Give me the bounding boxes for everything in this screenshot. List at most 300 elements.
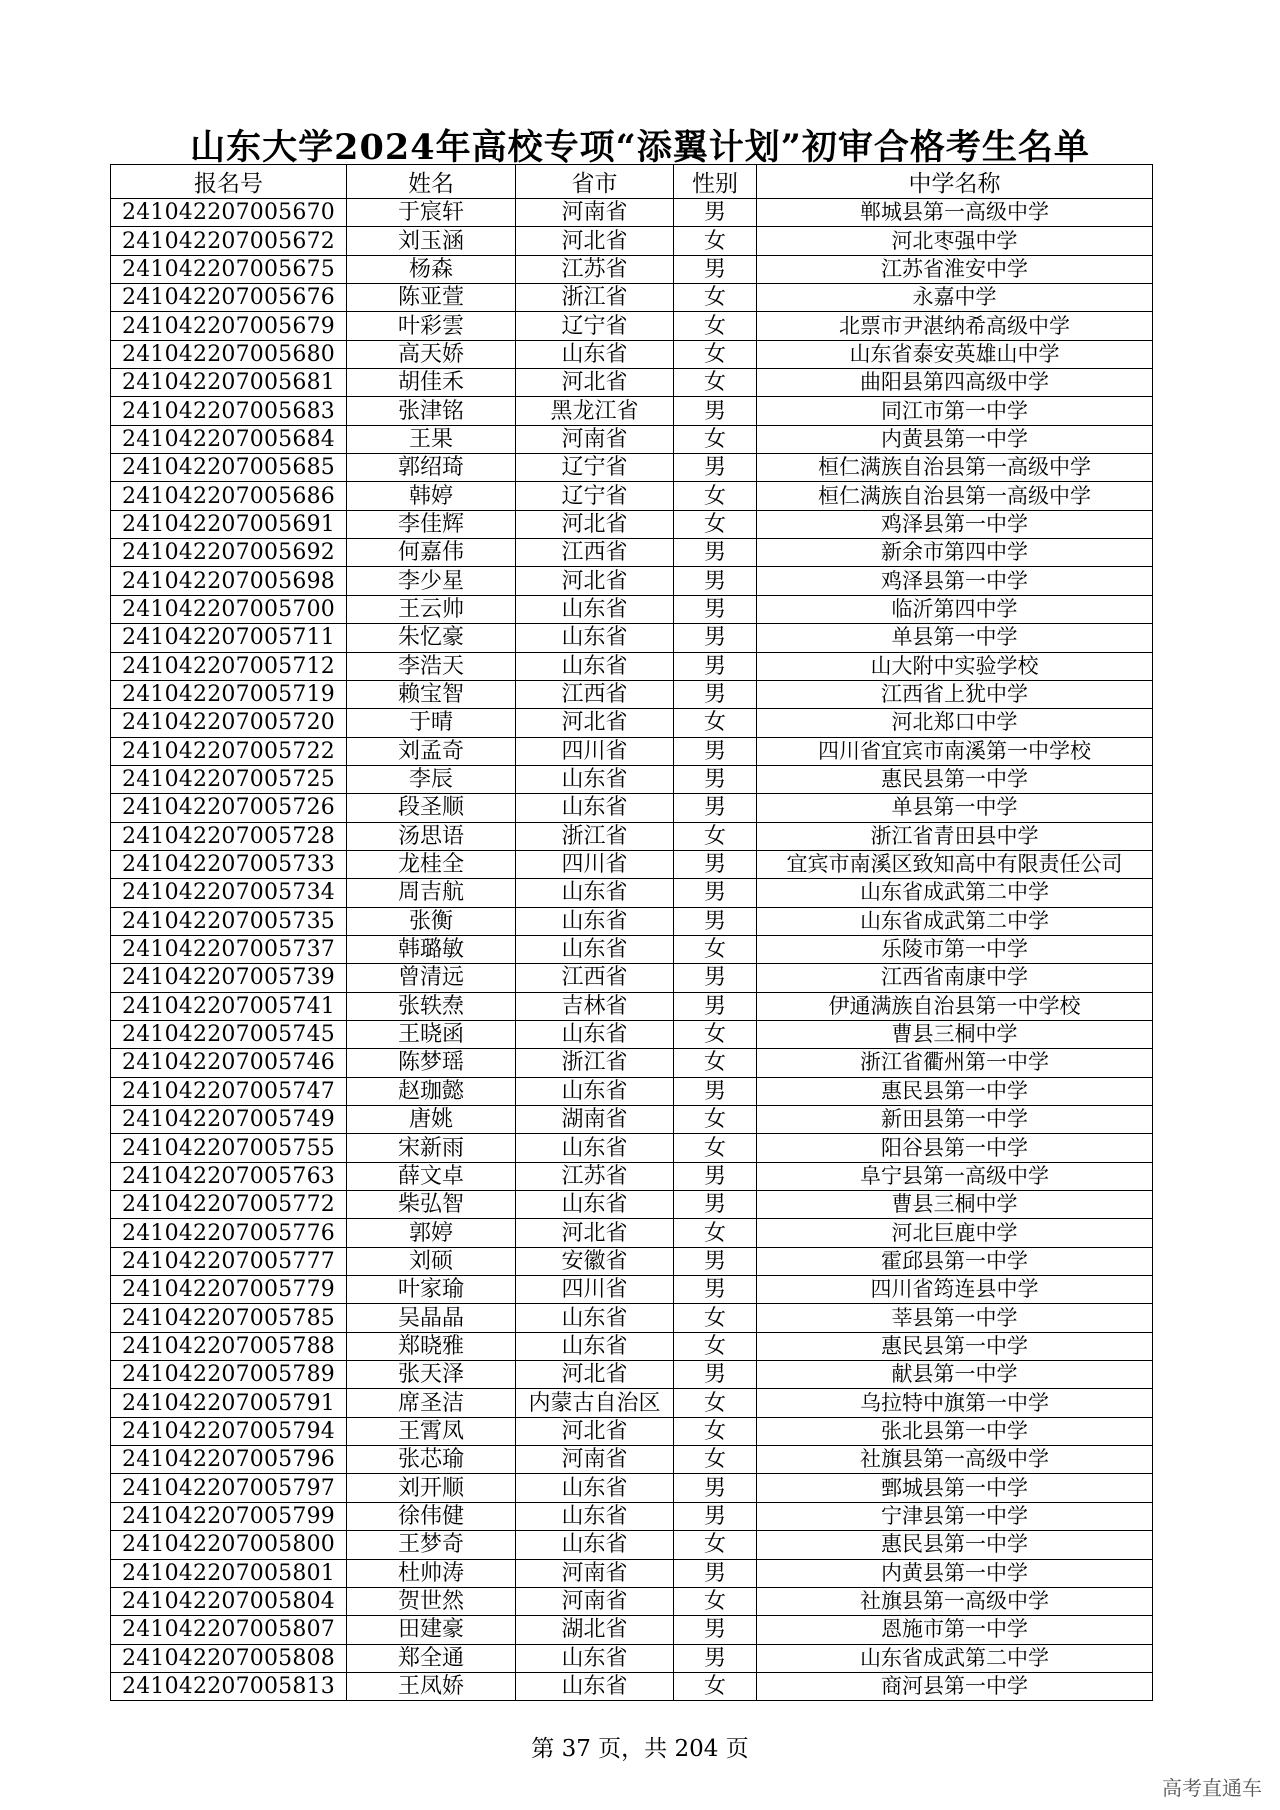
gender-cell: 男 [674,850,757,878]
header-school: 中学名称 [757,165,1153,199]
gender-cell: 男 [674,1644,757,1672]
table-row [111,397,1153,425]
table-row [111,1672,1153,1700]
header-gender: 性别 [674,165,757,199]
school-cell: 山东省成武第二中学 [757,879,1153,907]
province-cell: 山东省 [516,1020,674,1048]
gender-cell: 男 [674,879,757,907]
school-cell: 新田县第一中学 [757,1106,1153,1134]
name-cell: 杜帅涛 [347,1559,516,1587]
province-cell: 山东省 [516,595,674,623]
registration-number-cell: 241042207005684 [111,425,347,453]
province-cell: 山东省 [516,340,674,368]
table-row [111,482,1153,510]
province-cell: 湖北省 [516,1616,674,1644]
name-cell: 李辰 [347,765,516,793]
province-cell: 辽宁省 [516,312,674,340]
gender-cell: 女 [674,227,757,255]
province-cell: 山东省 [516,1191,674,1219]
name-cell: 李佳辉 [347,510,516,538]
table-row [111,1134,1153,1162]
school-cell: 宁津县第一中学 [757,1502,1153,1530]
name-cell: 汤思语 [347,822,516,850]
province-cell: 山东省 [516,652,674,680]
registration-number-cell: 241042207005745 [111,1020,347,1048]
school-cell: 新余市第四中学 [757,539,1153,567]
name-cell: 于宸轩 [347,199,516,227]
registration-number-cell: 241042207005788 [111,1332,347,1360]
province-cell: 山东省 [516,907,674,935]
table-row [111,1644,1153,1672]
gender-cell: 女 [674,1446,757,1474]
name-cell: 曾清远 [347,964,516,992]
registration-number-cell: 241042207005672 [111,227,347,255]
name-cell: 龙桂全 [347,850,516,878]
gender-cell: 女 [674,709,757,737]
registration-number-cell: 241042207005711 [111,624,347,652]
name-cell: 薛文卓 [347,1162,516,1190]
gender-cell: 女 [674,1020,757,1048]
table-row [111,1559,1153,1587]
gender-cell: 男 [674,794,757,822]
table-row [111,1332,1153,1360]
gender-cell: 男 [674,255,757,283]
table-row [111,652,1153,680]
table-row [111,1162,1153,1190]
table-row [111,595,1153,623]
name-cell: 张轶焘 [347,992,516,1020]
school-cell: 惠民县第一中学 [757,765,1153,793]
province-cell: 山东省 [516,879,674,907]
name-cell: 王凤娇 [347,1672,516,1700]
registration-number-cell: 241042207005719 [111,680,347,708]
name-cell: 张天泽 [347,1361,516,1389]
province-cell: 山东省 [516,1134,674,1162]
province-cell: 浙江省 [516,284,674,312]
province-cell: 山东省 [516,1644,674,1672]
gender-cell: 男 [674,539,757,567]
name-cell: 叶家瑜 [347,1276,516,1304]
registration-number-cell: 241042207005698 [111,567,347,595]
name-cell: 陈亚萱 [347,284,516,312]
school-cell: 河北巨鹿中学 [757,1219,1153,1247]
province-cell: 江苏省 [516,1162,674,1190]
name-cell: 张津铭 [347,397,516,425]
table-row [111,1389,1153,1417]
province-cell: 山东省 [516,1531,674,1559]
registration-number-cell: 241042207005808 [111,1644,347,1672]
province-cell: 辽宁省 [516,454,674,482]
gender-cell: 女 [674,1389,757,1417]
registration-number-cell: 241042207005686 [111,482,347,510]
province-cell: 河南省 [516,1559,674,1587]
school-cell: 江苏省淮安中学 [757,255,1153,283]
table-row [111,312,1153,340]
registration-number-cell: 241042207005813 [111,1672,347,1700]
school-cell: 商河县第一中学 [757,1672,1153,1700]
school-cell: 临沂第四中学 [757,595,1153,623]
registration-number-cell: 241042207005804 [111,1587,347,1615]
province-cell: 安徽省 [516,1247,674,1275]
province-cell: 河北省 [516,369,674,397]
school-cell: 山东省泰安英雄山中学 [757,340,1153,368]
school-cell: 内黄县第一中学 [757,425,1153,453]
school-cell: 江西省南康中学 [757,964,1153,992]
name-cell: 郑晓雅 [347,1332,516,1360]
gender-cell: 男 [674,1361,757,1389]
table-row [111,199,1153,227]
registration-number-cell: 241042207005733 [111,850,347,878]
table-row [111,1474,1153,1502]
school-cell: 四川省筠连县中学 [757,1276,1153,1304]
gender-cell: 男 [674,1247,757,1275]
registration-number-cell: 241042207005796 [111,1446,347,1474]
name-cell: 柴弘智 [347,1191,516,1219]
name-cell: 刘孟奇 [347,737,516,765]
header-registration-number: 报名号 [111,165,347,199]
table-row [111,1219,1153,1247]
name-cell: 郑全通 [347,1644,516,1672]
registration-number-cell: 241042207005749 [111,1106,347,1134]
name-cell: 郭绍琦 [347,454,516,482]
gender-cell: 男 [674,1502,757,1530]
school-cell: 曹县三桐中学 [757,1191,1153,1219]
name-cell: 刘开顺 [347,1474,516,1502]
school-cell: 单县第一中学 [757,624,1153,652]
gender-cell: 女 [674,312,757,340]
province-cell: 山东省 [516,1304,674,1332]
registration-number-cell: 241042207005737 [111,935,347,963]
school-cell: 同江市第一中学 [757,397,1153,425]
name-cell: 王云帅 [347,595,516,623]
province-cell: 河北省 [516,227,674,255]
table-row [111,284,1153,312]
table-header-row [111,165,1153,199]
province-cell: 河北省 [516,510,674,538]
gender-cell: 男 [674,992,757,1020]
watermark: 高考直通车 [1162,1776,1262,1800]
name-cell: 韩婷 [347,482,516,510]
school-cell: 桓仁满族自治县第一高级中学 [757,482,1153,510]
school-cell: 永嘉中学 [757,284,1153,312]
province-cell: 河南省 [516,425,674,453]
province-cell: 山东省 [516,1474,674,1502]
province-cell: 山东省 [516,794,674,822]
province-cell: 辽宁省 [516,482,674,510]
table-row [111,425,1153,453]
name-cell: 宋新雨 [347,1134,516,1162]
province-cell: 山东省 [516,1502,674,1530]
school-cell: 江西省上犹中学 [757,680,1153,708]
table-row [111,567,1153,595]
registration-number-cell: 241042207005746 [111,1049,347,1077]
table-row [111,1446,1153,1474]
name-cell: 赖宝智 [347,680,516,708]
name-cell: 贺世然 [347,1587,516,1615]
registration-number-cell: 241042207005785 [111,1304,347,1332]
registration-number-cell: 241042207005794 [111,1417,347,1445]
table-row [111,454,1153,482]
gender-cell: 女 [674,1587,757,1615]
gender-cell: 女 [674,1219,757,1247]
gender-cell: 女 [674,1304,757,1332]
school-cell: 社旗县第一高级中学 [757,1587,1153,1615]
table-row [111,765,1153,793]
registration-number-cell: 241042207005734 [111,879,347,907]
name-cell: 王霄凤 [347,1417,516,1445]
name-cell: 席圣洁 [347,1389,516,1417]
table-row [111,510,1153,538]
page-number: 第 37 页，共 204 页 [531,1736,749,1762]
province-cell: 山东省 [516,1077,674,1105]
table-row [111,1502,1153,1530]
registration-number-cell: 241042207005700 [111,595,347,623]
gender-cell: 女 [674,822,757,850]
table-row [111,850,1153,878]
registration-number-cell: 241042207005739 [111,964,347,992]
name-cell: 刘硕 [347,1247,516,1275]
name-cell: 胡佳禾 [347,369,516,397]
name-cell: 何嘉伟 [347,539,516,567]
gender-cell: 男 [674,1276,757,1304]
gender-cell: 女 [674,1672,757,1700]
province-cell: 江苏省 [516,255,674,283]
name-cell: 李少星 [347,567,516,595]
registration-number-cell: 241042207005681 [111,369,347,397]
registration-number-cell: 241042207005692 [111,539,347,567]
registration-number-cell: 241042207005772 [111,1191,347,1219]
table-row [111,992,1153,1020]
table-row [111,737,1153,765]
school-cell: 惠民县第一中学 [757,1332,1153,1360]
province-cell: 浙江省 [516,1049,674,1077]
registration-number-cell: 241042207005791 [111,1389,347,1417]
province-cell: 山东省 [516,935,674,963]
province-cell: 河南省 [516,1446,674,1474]
gender-cell: 男 [674,964,757,992]
gender-cell: 男 [674,1559,757,1587]
province-cell: 江西省 [516,964,674,992]
gender-cell: 男 [674,765,757,793]
gender-cell: 男 [674,1191,757,1219]
school-cell: 惠民县第一中学 [757,1531,1153,1559]
school-cell: 宜宾市南溪区致知高中有限责任公司 [757,850,1153,878]
registration-number-cell: 241042207005728 [111,822,347,850]
school-cell: 北票市尹湛纳希高级中学 [757,312,1153,340]
registration-number-cell: 241042207005801 [111,1559,347,1587]
registration-number-cell: 241042207005675 [111,255,347,283]
name-cell: 陈梦瑶 [347,1049,516,1077]
table-row [111,709,1153,737]
table-row [111,935,1153,963]
table-row [111,1616,1153,1644]
province-cell: 河南省 [516,1587,674,1615]
school-cell: 浙江省衢州第一中学 [757,1049,1153,1077]
school-cell: 河北枣强中学 [757,227,1153,255]
table-row [111,255,1153,283]
registration-number-cell: 241042207005722 [111,737,347,765]
gender-cell: 女 [674,1417,757,1445]
gender-cell: 女 [674,1049,757,1077]
school-cell: 内黄县第一中学 [757,1559,1153,1587]
table-row [111,1417,1153,1445]
name-cell: 李浩天 [347,652,516,680]
province-cell: 黑龙江省 [516,397,674,425]
registration-number-cell: 241042207005720 [111,709,347,737]
registration-number-cell: 241042207005799 [111,1502,347,1530]
province-cell: 河北省 [516,1417,674,1445]
gender-cell: 女 [674,1134,757,1162]
province-cell: 河北省 [516,1361,674,1389]
province-cell: 山东省 [516,624,674,652]
registration-number-cell: 241042207005735 [111,907,347,935]
province-cell: 河北省 [516,709,674,737]
province-cell: 河北省 [516,1219,674,1247]
registration-number-cell: 241042207005747 [111,1077,347,1105]
page-title: 山东大学2024年高校专项“添翼计划”初审合格考生名单 [190,127,1090,168]
gender-cell: 男 [674,624,757,652]
name-cell: 高天娇 [347,340,516,368]
registration-number-cell: 241042207005691 [111,510,347,538]
gender-cell: 男 [674,680,757,708]
header-province: 省市 [516,165,674,199]
school-cell: 桓仁满族自治县第一高级中学 [757,454,1153,482]
school-cell: 郸城县第一高级中学 [757,199,1153,227]
province-cell: 吉林省 [516,992,674,1020]
gender-cell: 男 [674,907,757,935]
school-cell: 惠民县第一中学 [757,1077,1153,1105]
table-row [111,1531,1153,1559]
gender-cell: 女 [674,1332,757,1360]
name-cell: 韩璐敏 [347,935,516,963]
table-row [111,1304,1153,1332]
gender-cell: 女 [674,1531,757,1559]
school-cell: 张北县第一中学 [757,1417,1153,1445]
name-cell: 吴晶晶 [347,1304,516,1332]
name-cell: 赵珈懿 [347,1077,516,1105]
school-cell: 四川省宜宾市南溪第一中学校 [757,737,1153,765]
school-cell: 山大附中实验学校 [757,652,1153,680]
table-row [111,1191,1153,1219]
gender-cell: 女 [674,482,757,510]
province-cell: 河南省 [516,199,674,227]
gender-cell: 女 [674,935,757,963]
name-cell: 叶彩雲 [347,312,516,340]
school-cell: 单县第一中学 [757,794,1153,822]
name-cell: 张衡 [347,907,516,935]
school-cell: 鸡泽县第一中学 [757,567,1153,595]
candidate-table [110,164,1153,1701]
table-row [111,1361,1153,1389]
table-row [111,1049,1153,1077]
registration-number-cell: 241042207005797 [111,1474,347,1502]
name-cell: 王果 [347,425,516,453]
registration-number-cell: 241042207005685 [111,454,347,482]
school-cell: 河北郑口中学 [757,709,1153,737]
gender-cell: 男 [674,397,757,425]
table-row [111,1247,1153,1275]
table-row [111,1020,1153,1048]
school-cell: 阜宁县第一高级中学 [757,1162,1153,1190]
name-cell: 周吉航 [347,879,516,907]
school-cell: 莘县第一中学 [757,1304,1153,1332]
name-cell: 王梦奇 [347,1531,516,1559]
province-cell: 四川省 [516,850,674,878]
gender-cell: 男 [674,1162,757,1190]
table-row [111,1077,1153,1105]
name-cell: 郭婷 [347,1219,516,1247]
name-cell: 刘玉涵 [347,227,516,255]
gender-cell: 女 [674,340,757,368]
table-row [111,1106,1153,1134]
registration-number-cell: 241042207005670 [111,199,347,227]
gender-cell: 男 [674,1077,757,1105]
header-name: 姓名 [347,165,516,199]
school-cell: 献县第一中学 [757,1361,1153,1389]
name-cell: 张芯瑜 [347,1446,516,1474]
name-cell: 田建豪 [347,1616,516,1644]
province-cell: 江西省 [516,539,674,567]
school-cell: 恩施市第一中学 [757,1616,1153,1644]
province-cell: 山东省 [516,1332,674,1360]
school-cell: 曹县三桐中学 [757,1020,1153,1048]
school-cell: 乐陵市第一中学 [757,935,1153,963]
table-row [111,794,1153,822]
table-row [111,1587,1153,1615]
registration-number-cell: 241042207005680 [111,340,347,368]
table-row [111,680,1153,708]
registration-number-cell: 241042207005712 [111,652,347,680]
registration-number-cell: 241042207005755 [111,1134,347,1162]
gender-cell: 女 [674,284,757,312]
province-cell: 山东省 [516,765,674,793]
school-cell: 社旗县第一高级中学 [757,1446,1153,1474]
school-cell: 曲阳县第四高级中学 [757,369,1153,397]
table-row [111,340,1153,368]
registration-number-cell: 241042207005676 [111,284,347,312]
registration-number-cell: 241042207005776 [111,1219,347,1247]
gender-cell: 男 [674,1616,757,1644]
table-row [111,227,1153,255]
province-cell: 浙江省 [516,822,674,850]
registration-number-cell: 241042207005763 [111,1162,347,1190]
school-cell: 山东省成武第二中学 [757,1644,1153,1672]
province-cell: 山东省 [516,1672,674,1700]
province-cell: 江西省 [516,680,674,708]
registration-number-cell: 241042207005800 [111,1531,347,1559]
registration-number-cell: 241042207005779 [111,1276,347,1304]
registration-number-cell: 241042207005741 [111,992,347,1020]
school-cell: 浙江省青田县中学 [757,822,1153,850]
name-cell: 王晓函 [347,1020,516,1048]
school-cell: 霍邱县第一中学 [757,1247,1153,1275]
name-cell: 段圣顺 [347,794,516,822]
gender-cell: 男 [674,454,757,482]
registration-number-cell: 241042207005789 [111,1361,347,1389]
school-cell: 伊通满族自治县第一中学校 [757,992,1153,1020]
province-cell: 四川省 [516,737,674,765]
table-row [111,369,1153,397]
school-cell: 山东省成武第二中学 [757,907,1153,935]
table-row [111,1276,1153,1304]
gender-cell: 女 [674,425,757,453]
gender-cell: 男 [674,652,757,680]
school-cell: 阳谷县第一中学 [757,1134,1153,1162]
table-row [111,879,1153,907]
registration-number-cell: 241042207005725 [111,765,347,793]
registration-number-cell: 241042207005777 [111,1247,347,1275]
province-cell: 内蒙古自治区 [516,1389,674,1417]
